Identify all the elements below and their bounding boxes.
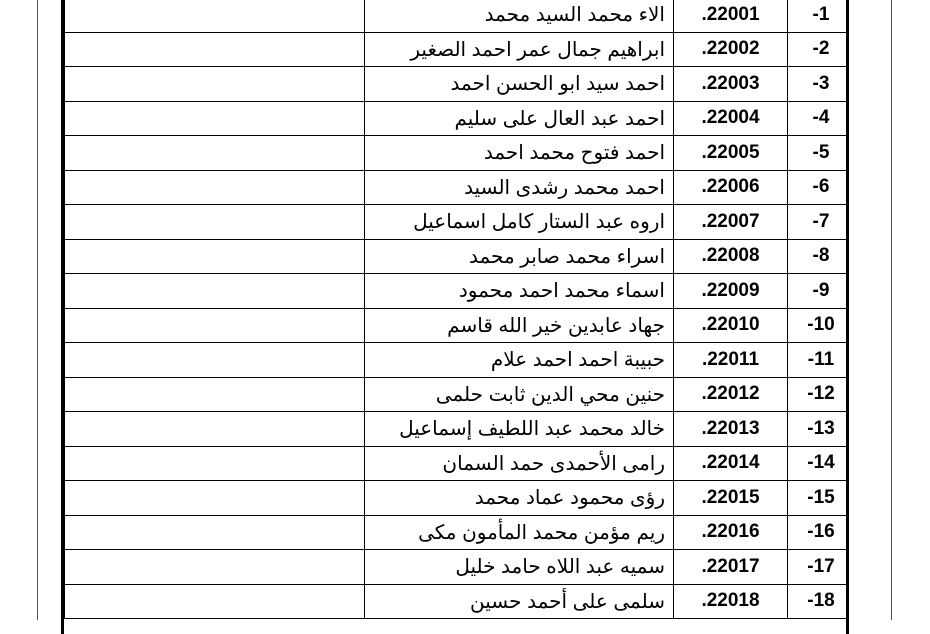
student-name-cell: احمد محمد رشدى السيد (365, 170, 674, 205)
row-number-cell: -9 (788, 274, 847, 309)
table-row (65, 32, 847, 67)
student-code-cell: .22005 (674, 136, 788, 171)
student-name-cell: اسماء محمد احمد محمود (365, 274, 674, 309)
empty-cell (65, 308, 365, 343)
row-number-cell: -3 (788, 67, 847, 102)
student-name-cell: خالد محمد عبد اللطيف إسماعيل (365, 412, 674, 447)
student-code-cell: .22015 (674, 481, 788, 516)
row-number-cell: -4 (788, 101, 847, 136)
row-number-cell: -17 (788, 550, 847, 585)
row-number-cell: -5 (788, 136, 847, 171)
student-roster-table (64, 0, 847, 619)
table-row (65, 584, 847, 619)
student-code-cell: .22009 (674, 274, 788, 309)
student-code-cell: .22007 (674, 205, 788, 240)
row-number-cell: -2 (788, 32, 847, 67)
row-number-cell: -16 (788, 515, 847, 550)
page-edge-left (37, 0, 38, 620)
student-name-cell: جهاد عابدين خير الله قاسم (365, 308, 674, 343)
table-row (65, 239, 847, 274)
empty-cell (65, 446, 365, 481)
table-row (65, 0, 847, 32)
table-row (65, 308, 847, 343)
table-row (65, 274, 847, 309)
student-name-cell: احمد عبد العال على سليم (365, 101, 674, 136)
student-code-cell: .22017 (674, 550, 788, 585)
row-number-cell: -11 (788, 343, 847, 378)
empty-cell (65, 377, 365, 412)
row-number-cell: -7 (788, 205, 847, 240)
empty-cell (65, 515, 365, 550)
table-row (65, 101, 847, 136)
student-name-cell: رامى الأحمدى حمد السمان (365, 446, 674, 481)
empty-cell (65, 584, 365, 619)
empty-cell (65, 136, 365, 171)
empty-cell (65, 101, 365, 136)
table-row (65, 446, 847, 481)
table-row (65, 515, 847, 550)
empty-cell (65, 343, 365, 378)
row-number-cell: -15 (788, 481, 847, 516)
student-name-cell: اسراء محمد صابر محمد (365, 239, 674, 274)
student-code-cell: .22010 (674, 308, 788, 343)
student-code-cell: .22013 (674, 412, 788, 447)
table-row (65, 205, 847, 240)
table-row (65, 343, 847, 378)
empty-cell (65, 205, 365, 240)
row-number-cell: -18 (788, 584, 847, 619)
student-code-cell: .22011 (674, 343, 788, 378)
student-name-cell: حبيبة احمد احمد علام (365, 343, 674, 378)
table-row (65, 481, 847, 516)
student-code-cell: .22008 (674, 239, 788, 274)
table-row (65, 136, 847, 171)
student-name-cell: احمد سيد ابو الحسن احمد (365, 67, 674, 102)
table-row (65, 550, 847, 585)
student-code-cell: .22016 (674, 515, 788, 550)
student-code-cell: .22006 (674, 170, 788, 205)
student-name-cell: الاء محمد السيد محمد (365, 0, 674, 32)
empty-cell (65, 274, 365, 309)
empty-cell (65, 32, 365, 67)
empty-cell (65, 0, 365, 32)
student-code-cell: .22001 (674, 0, 788, 32)
student-name-cell: سميه عبد اللاه حامد خليل (365, 550, 674, 585)
empty-cell (65, 170, 365, 205)
student-code-cell: .22014 (674, 446, 788, 481)
empty-cell (65, 239, 365, 274)
student-code-cell: .22003 (674, 67, 788, 102)
row-number-cell: -14 (788, 446, 847, 481)
row-number-cell: -1 (788, 0, 847, 32)
roster-body (65, 0, 847, 619)
student-code-cell: .22018 (674, 584, 788, 619)
student-code-cell: .22002 (674, 32, 788, 67)
table-row (65, 377, 847, 412)
table-row (65, 412, 847, 447)
table-row (65, 67, 847, 102)
student-name-cell: حنين محي الدين ثابت حلمى (365, 377, 674, 412)
student-name-cell: رؤى محمود عماد محمد (365, 481, 674, 516)
empty-cell (65, 481, 365, 516)
student-code-cell: .22012 (674, 377, 788, 412)
table-row (65, 170, 847, 205)
student-name-cell: ريم مؤمن محمد المأمون مكى (365, 515, 674, 550)
empty-cell (65, 550, 365, 585)
row-number-cell: -13 (788, 412, 847, 447)
empty-cell (65, 67, 365, 102)
student-name-cell: سلمى على أحمد حسين (365, 584, 674, 619)
row-number-cell: -12 (788, 377, 847, 412)
student-name-cell: احمد فتوح محمد احمد (365, 136, 674, 171)
row-number-cell: -8 (788, 239, 847, 274)
page-edge-right (891, 0, 892, 620)
row-number-cell: -10 (788, 308, 847, 343)
student-code-cell: .22004 (674, 101, 788, 136)
row-number-cell: -6 (788, 170, 847, 205)
empty-cell (65, 412, 365, 447)
student-name-cell: ابراهيم جمال عمر احمد الصغير (365, 32, 674, 67)
student-name-cell: اروه عبد الستار كامل اسماعيل (365, 205, 674, 240)
